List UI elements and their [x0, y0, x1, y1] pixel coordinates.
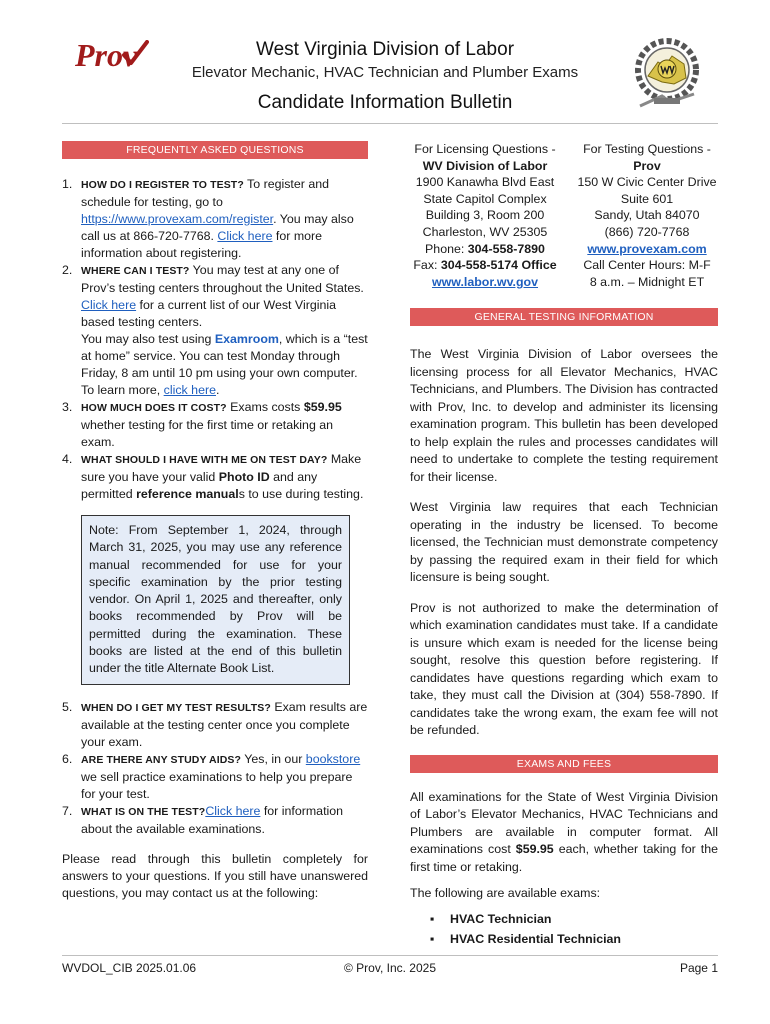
examroom-info-link[interactable]: click here — [163, 383, 216, 397]
list-item: ▪ HVAC Technician — [430, 909, 718, 929]
faq-question: HOW DO I REGISTER TO TEST? — [81, 179, 244, 191]
register-info-link[interactable]: Click here — [217, 229, 273, 243]
faq-item-test-day: 4. WHAT SHOULD I HAVE WITH ME ON TEST DAY? Make sure you have your valid Photo ID and any permitted reference manuals to use during testing. — [62, 452, 364, 501]
exams-paragraph-2: The following are available exams: — [410, 886, 601, 901]
checkmark-icon — [121, 40, 149, 68]
faq-item-study-aids: 6. ARE THERE ANY STUDY AIDS? Yes, in our bookstore we sell practice examinations to help you prepare for your test. — [62, 751, 361, 801]
faq-item-results: 5. WHEN DO I GET MY TEST RESULTS? Exam results are available at the testing center once you complete your exam. — [62, 699, 368, 749]
prov-logo-text: Prov — [75, 37, 138, 73]
faq-list — [62, 176, 368, 503]
general-info-banner: GENERAL TESTING INFORMATION — [410, 308, 718, 326]
exam-price: $59.95 — [303, 400, 342, 414]
licensing-fax: 304-558-5174 Office — [440, 258, 557, 273]
copyright: © Prov, Inc. 2025 — [344, 961, 436, 975]
testing-contact: For Testing Questions - Prov 150 W Civic Center Drive Suite 601 Sandy, Utah 84070 (866) 720-7768 www.provexam.com Call Center Hours: M-F 8 a.m. – Midnight ET — [577, 142, 717, 289]
faq-item-cost: 3. HOW MUCH DOES IT COST? Exams costs $59.95 whether testing for the first time or retaking an exam. — [62, 400, 342, 449]
testing-centers-link[interactable]: Click here — [81, 298, 137, 312]
contacts-section — [410, 141, 718, 290]
faq-question: WHAT IS ON THE TEST? — [81, 805, 206, 818]
bookstore-link[interactable]: bookstore — [305, 751, 361, 766]
left-column — [62, 141, 368, 902]
examroom-link[interactable]: Examroom — [214, 332, 279, 346]
faq-list-continued — [62, 699, 368, 838]
right-column — [410, 141, 718, 949]
faq-question: WHEN DO I GET MY TEST RESULTS? — [81, 701, 271, 714]
header-subtitle: Elevator Mechanic, HVAC Technician and Plumber Exams — [191, 64, 579, 81]
licensing-contact: For Licensing Questions - WV Division of Labor 1900 Kanawha Blvd East State Capitol Complex Building 3, Room 200 Charleston, WV 25305 Phone: 304-558-7890 Fax: 304-558-5174 Office www.labor.wv.gov — [413, 142, 557, 289]
labor-website-link[interactable]: www.labor.wv.gov — [431, 274, 539, 289]
exam-info-link[interactable]: Click here — [205, 803, 261, 818]
general-paragraph-1: The West Virginia Division of Labor oversees the licensing process for all Elevator Mechanics, HVAC Technicians, and Plumbers. The Division has contracted with Prov, Inc. to develop and administer its licensing examination program. This bulletin has been developed to help explain the rules and processes candidates will need to undertake to complete the testing requirement for their license. — [410, 347, 718, 484]
prov-logo — [75, 38, 147, 72]
testing-phone: (866) 720-7768 — [604, 224, 690, 239]
general-paragraph-3: Prov is not authorized to make the determination of which examination candidates must take. If a candidate is unsure which exam is needed for the license being sought, resolve this question before registering. If candidates have questions regarding which exam to take, they must call the Division at (304) 558-7890. If candidates take the wrong exam, the exam fee will not be refunded. — [410, 600, 718, 738]
page-number: Page 1 — [679, 961, 718, 975]
footer-divider — [62, 955, 718, 956]
header-title: West Virginia Division of Labor — [255, 39, 515, 60]
document-code: WVDOL_CIB 2025.01.06 — [62, 961, 197, 975]
faq-question: WHAT SHOULD I HAVE WITH ME ON TEST DAY? — [81, 454, 328, 466]
general-paragraph-2: West Virginia law requires that each Technician operating in the industry be licensed. To become licensed, the Technician must demonstrate competency by passing the required exam in their field for which licensure is being sought. — [410, 500, 718, 585]
reference-manual-note: Note: From September 1, 2024, through March 31, 2025, you may use any reference manual recommended for use for your specific examination by the prior testing vendor. On April 1, 2025 and thereafter, only books recommended by Prov will be permitted during the examination. These books are listed at the end of this bulletin under the title Alternate Book List. — [81, 515, 350, 685]
faq-item-register: 1. HOW DO I REGISTER TO TEST? To register and schedule for testing, go to https://www.provexam.com/register. You may also call us at 866-720-7768. Click here for more information about registering. — [62, 177, 354, 260]
register-link[interactable]: https://www.provexam.com/register — [81, 212, 274, 226]
faq-item-where-test: 2. WHERE CAN I TEST? You may test at any one of Prov’s testing centers throughout the United States. Click here for a current list of our West Virginia based testing centers. You may also test using Examroom, which is a “test at home” service. You can test Monday through Friday, 8 am until 10 pm using your own computer. To learn more, click here. — [62, 263, 368, 397]
closing-paragraph: Please read through this bulletin completely for answers to your questions. If you still have unanswered questions, you may contact us at the following: — [62, 851, 368, 900]
faq-item-test-content: 7. WHAT IS ON THE TEST?Click here for information about the available examinations. — [62, 803, 344, 836]
exams-fees-banner: EXAMS AND FEES — [410, 755, 718, 773]
list-item: ▪ HVAC Residential Technician — [430, 929, 718, 949]
exam-fee: $59.95 — [515, 842, 554, 857]
wv-dol-seal-icon — [632, 36, 702, 116]
document-header — [150, 38, 620, 116]
faq-question: HOW MUCH DOES IT COST? — [81, 402, 227, 414]
document-title: Candidate Information Bulletin — [257, 92, 513, 113]
exams-paragraph-1: All examinations for the State of West Virginia Division of Labor’s Elevator Mechanics, HVAC Technicians and Plumbers are available in computer format. All examinations cost $59.95 each, whether taking for the first time or retaking. — [410, 789, 718, 874]
exam-list — [430, 909, 718, 949]
faq-banner: FREQUENTLY ASKED QUESTIONS — [62, 141, 368, 159]
licensing-phone: 304-558-7890 — [467, 241, 545, 256]
header-divider — [62, 123, 718, 124]
provexam-website-link[interactable]: www.provexam.com — [587, 241, 707, 256]
faq-question: ARE THERE ANY STUDY AIDS? — [81, 753, 242, 766]
faq-question: WHERE CAN I TEST? — [81, 265, 190, 277]
